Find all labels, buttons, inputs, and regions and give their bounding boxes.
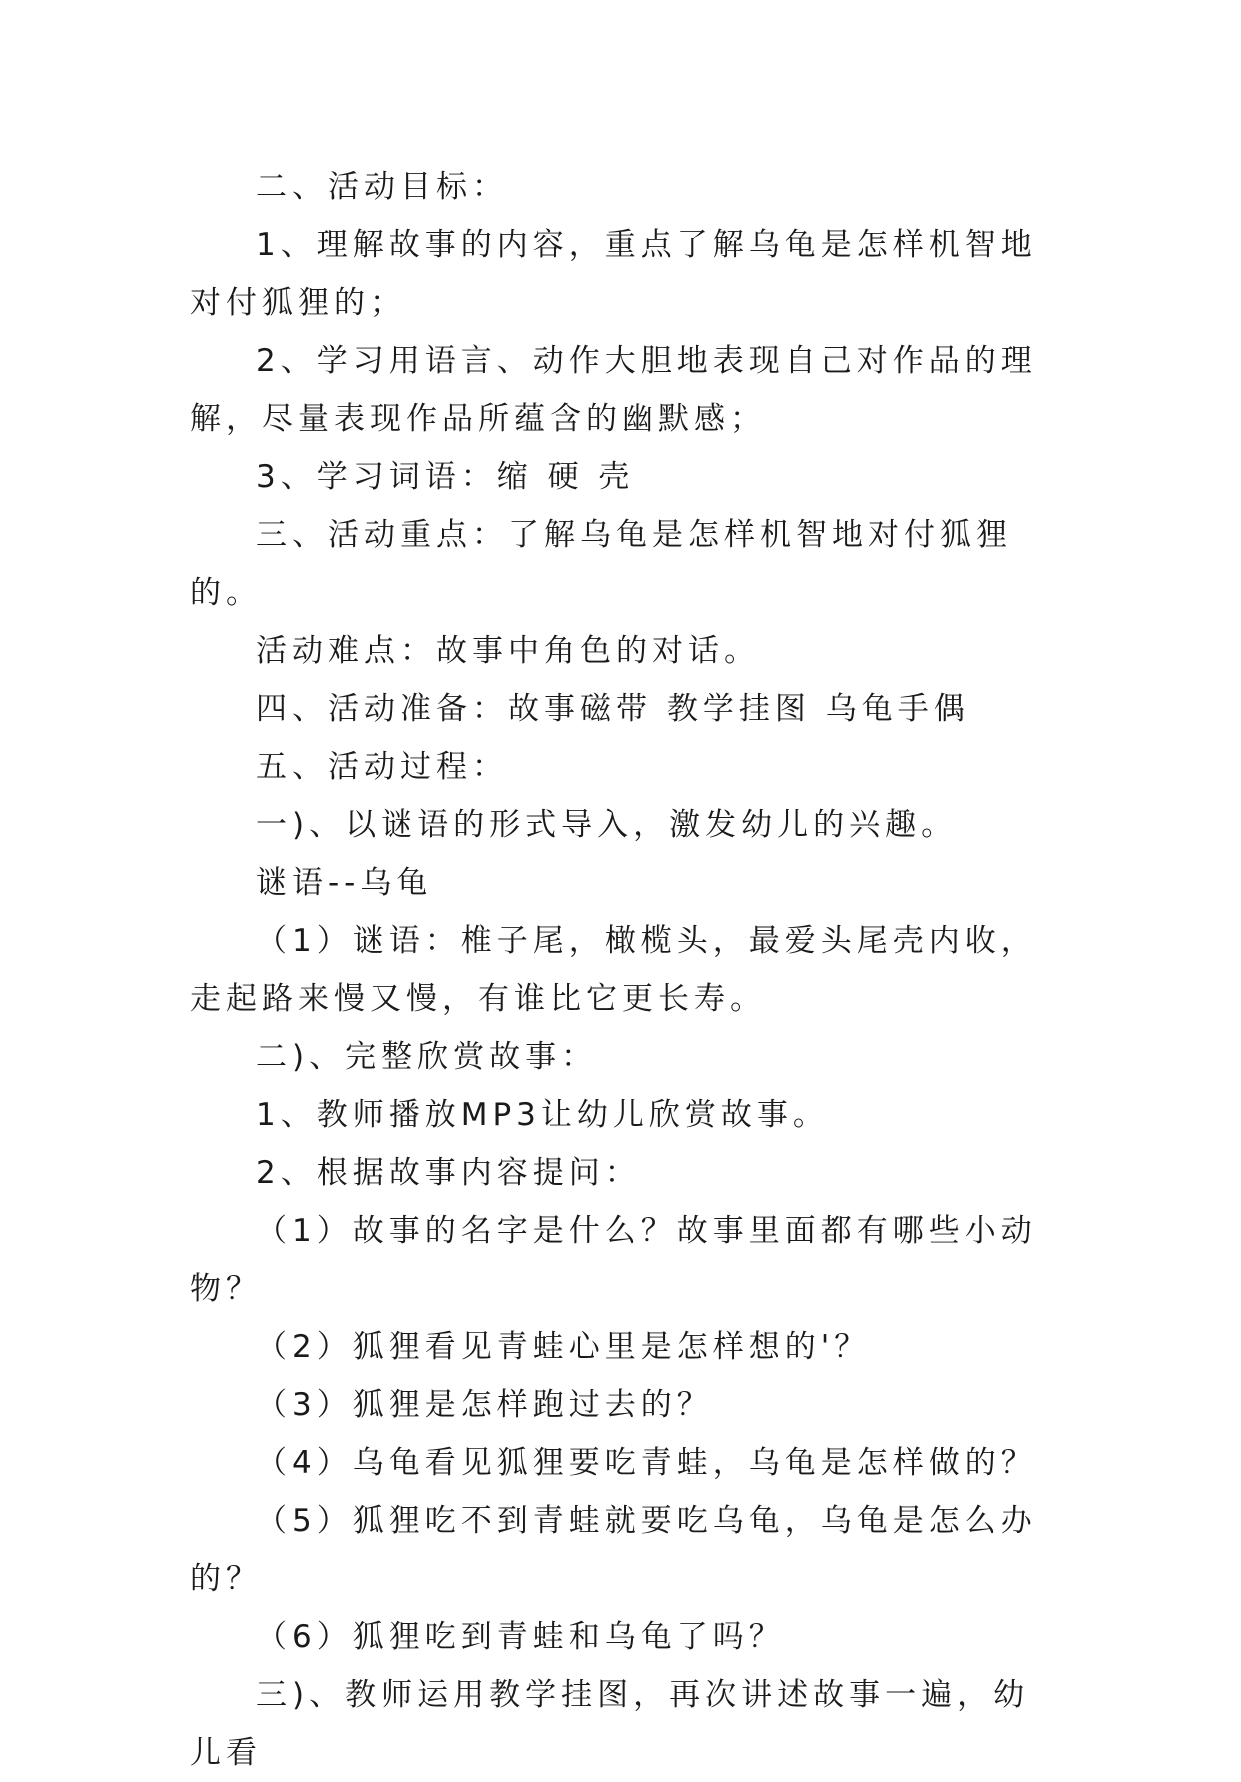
paragraph: 二、活动目标：	[256, 169, 508, 205]
paragraph: （4）乌龟看见狐狸要吃青蛙，乌龟是怎样做的？	[256, 1445, 1037, 1481]
paragraph: 四、活动准备：故事磁带 教学挂图 乌龟手偶	[256, 691, 970, 727]
document-body	[190, 158, 1060, 1782]
paragraph: 谜语--乌龟	[256, 865, 433, 901]
paragraph: 3、学习词语：缩 硬 壳	[256, 459, 635, 495]
paragraph: （1）谜语：椎子尾，橄榄头，最爱头尾壳内收，走起路来慢又慢，有谁比它更长寿。	[190, 923, 1037, 1017]
paragraph: 1、理解故事的内容，重点了解乌龟是怎样机智地对付狐狸的；	[190, 227, 1037, 321]
paragraph: （1）故事的名字是什么？故事里面都有哪些小动物？	[190, 1213, 1037, 1307]
paragraph: 一)、以谜语的形式导入，激发幼儿的兴趣。	[256, 807, 958, 843]
paragraph: 活动难点：故事中角色的对话。	[256, 633, 760, 669]
paragraph: 1、教师播放MP3让幼儿欣赏故事。	[256, 1097, 829, 1133]
paragraph: 三、活动重点：了解乌龟是怎样机智地对付狐狸的。	[190, 517, 1012, 611]
paragraph: （6）狐狸吃到青蛙和乌龟了吗？	[256, 1619, 785, 1655]
paragraph: 二)、完整欣赏故事：	[256, 1039, 598, 1075]
paragraph: 三)、教师运用教学挂图，再次讲述故事一遍，幼儿看	[190, 1677, 1030, 1771]
paragraph: 2、学习用语言、动作大胆地表现自己对作品的理解，尽量表现作品所蕴含的幽默感；	[190, 343, 1037, 437]
paragraph: 五、活动过程：	[256, 749, 508, 785]
paragraph: 2、根据故事内容提问：	[256, 1155, 641, 1191]
paragraph: （3）狐狸是怎样跑过去的？	[256, 1387, 713, 1423]
paragraph: （5）狐狸吃不到青蛙就要吃乌龟，乌龟是怎么办的？	[190, 1503, 1037, 1597]
paragraph: （2）狐狸看见青蛙心里是怎样想的'？	[256, 1329, 871, 1365]
